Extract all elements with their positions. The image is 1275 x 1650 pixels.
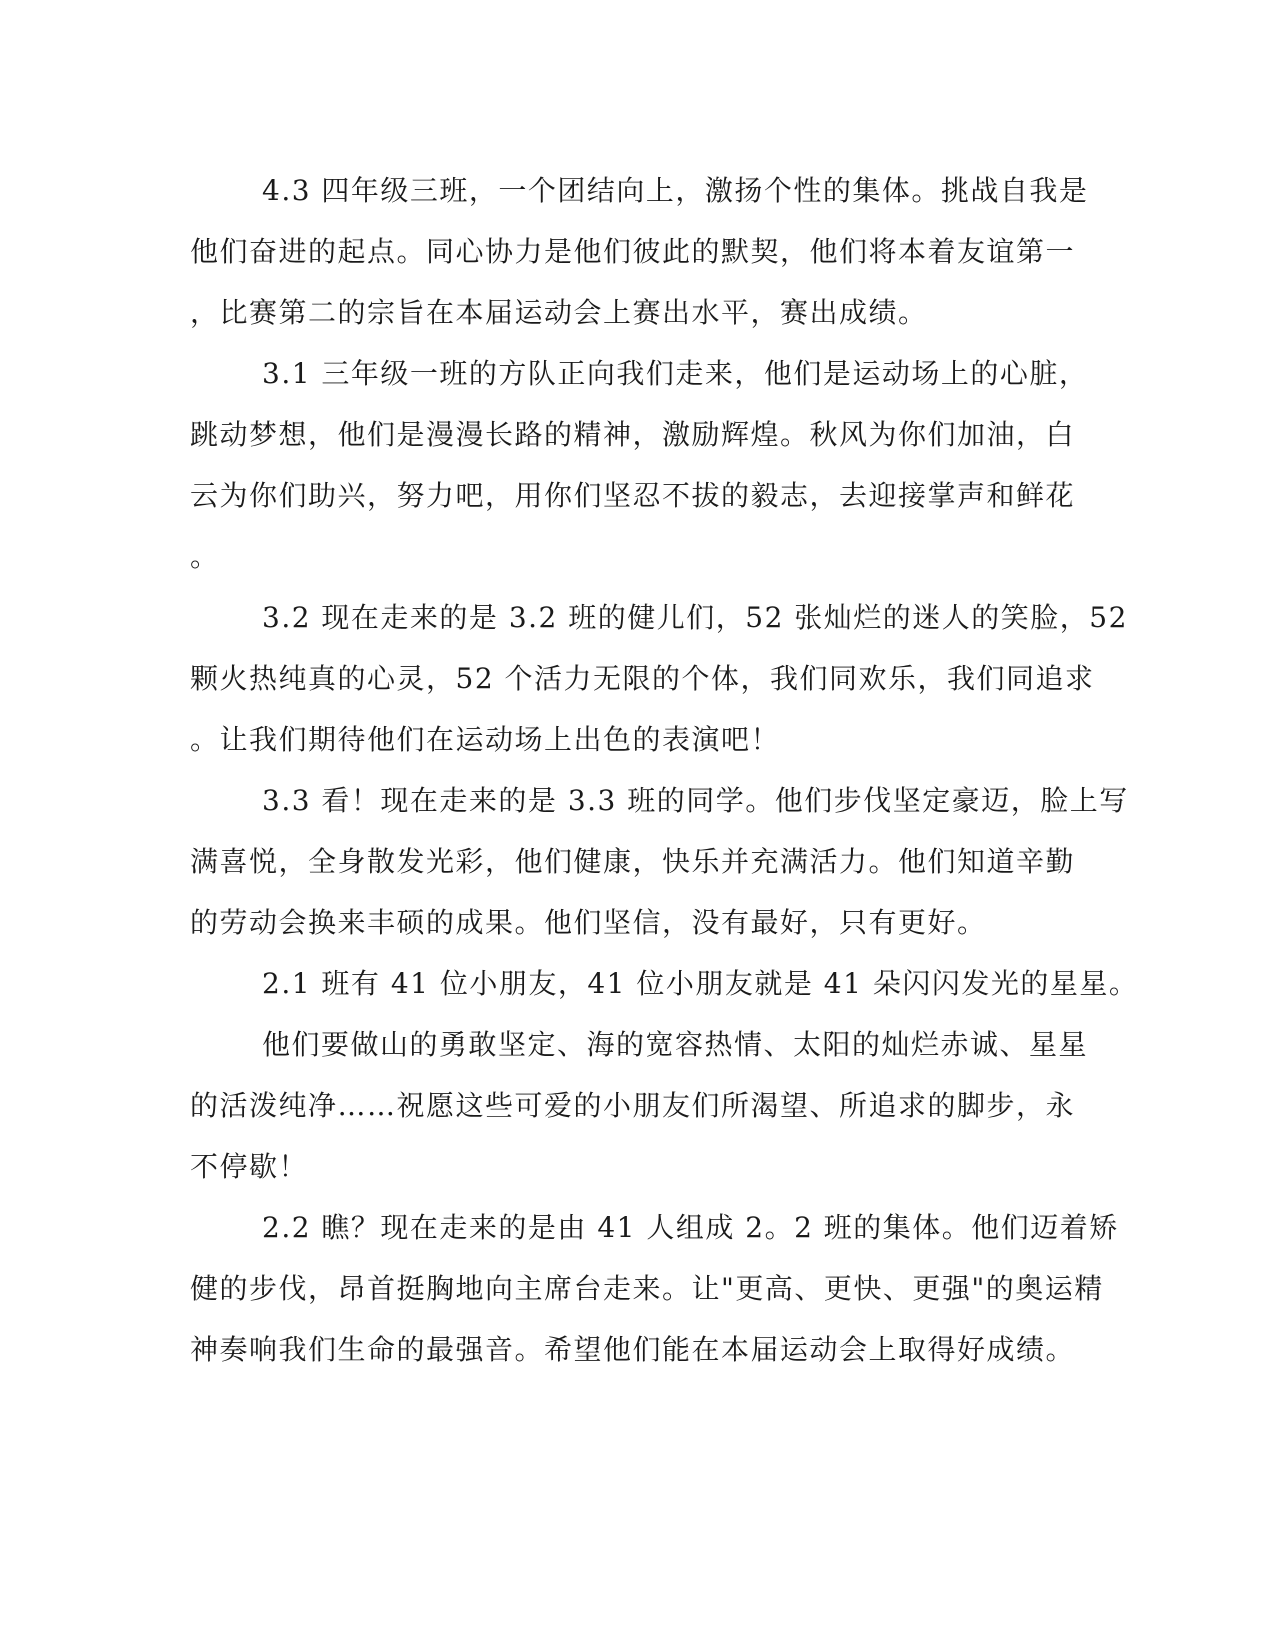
paragraph-class-3-2-line-1: 3.2 现在走来的是 3.2 班的健儿们，52 张灿烂的迷人的笑脸，52 <box>262 601 1128 634</box>
paragraph-class-4-3-line-2: 他们奋进的起点。同心协力是他们彼此的默契，他们将本着友谊第一 <box>190 235 1076 268</box>
paragraph-class-3-1-line-2: 跳动梦想，他们是漫漫长路的精神，激励辉煌。秋风为你们加油，白 <box>190 418 1076 451</box>
paragraph-class-2-1-line-1: 2.1 班有 41 位小朋友，41 位小朋友就是 41 朵闪闪发光的星星。 <box>262 967 1139 1000</box>
paragraph-class-2-2-line-2: 健的步伐，昂首挺胸地向主席台走来。让"更高、更快、更强"的奥运精 <box>190 1272 1104 1305</box>
paragraph-class-3-3-line-3: 的劳动会换来丰硕的成果。他们坚信，没有最好，只有更好。 <box>190 906 987 939</box>
paragraph-class-3-1-line-1: 3.1 三年级一班的方队正向我们走来，他们是运动场上的心脏， <box>262 357 1089 390</box>
paragraph-class-2-2-line-1: 2.2 瞧？现在走来的是由 41 人组成 2。2 班的集体。他们迈着矫 <box>262 1211 1119 1244</box>
paragraph-class-2-1-wishes-line-3: 不停歇！ <box>190 1150 309 1183</box>
paragraph-class-3-3-line-1: 3.3 看！现在走来的是 3.3 班的同学。他们步伐坚定豪迈，脸上写 <box>262 784 1129 817</box>
paragraph-class-3-3-line-2: 满喜悦，全身散发光彩，他们健康，快乐并充满活力。他们知道辛勤 <box>190 845 1076 878</box>
paragraph-class-2-1-wishes-line-2: 的活泼纯净……祝愿这些可爱的小朋友们所渴望、所追求的脚步，永 <box>190 1089 1076 1122</box>
paragraph-class-2-1-wishes-line-1: 他们要做山的勇敢坚定、海的宽容热情、太阳的灿烂赤诚、星星 <box>262 1028 1089 1061</box>
paragraph-class-3-1-line-3: 云为你们助兴，努力吧，用你们坚忍不拔的毅志，去迎接掌声和鲜花 <box>190 479 1076 512</box>
document-body <box>190 160 1139 1380</box>
paragraph-class-3-1-line-4: 。 <box>190 540 220 573</box>
paragraph-class-3-2-line-2: 颗火热纯真的心灵，52 个活力无限的个体，我们同欢乐，我们同追求 <box>190 662 1095 695</box>
paragraph-class-3-2-line-3: 。让我们期待他们在运动场上出色的表演吧！ <box>190 723 781 756</box>
paragraph-class-4-3-line-1: 4.3 四年级三班，一个团结向上，激扬个性的集体。挑战自我是 <box>262 174 1089 207</box>
paragraph-class-2-2-line-3: 神奏响我们生命的最强音。希望他们能在本届运动会上取得好成绩。 <box>190 1333 1076 1366</box>
paragraph-class-4-3-line-3: ，比赛第二的宗旨在本届运动会上赛出水平，赛出成绩。 <box>190 296 928 329</box>
